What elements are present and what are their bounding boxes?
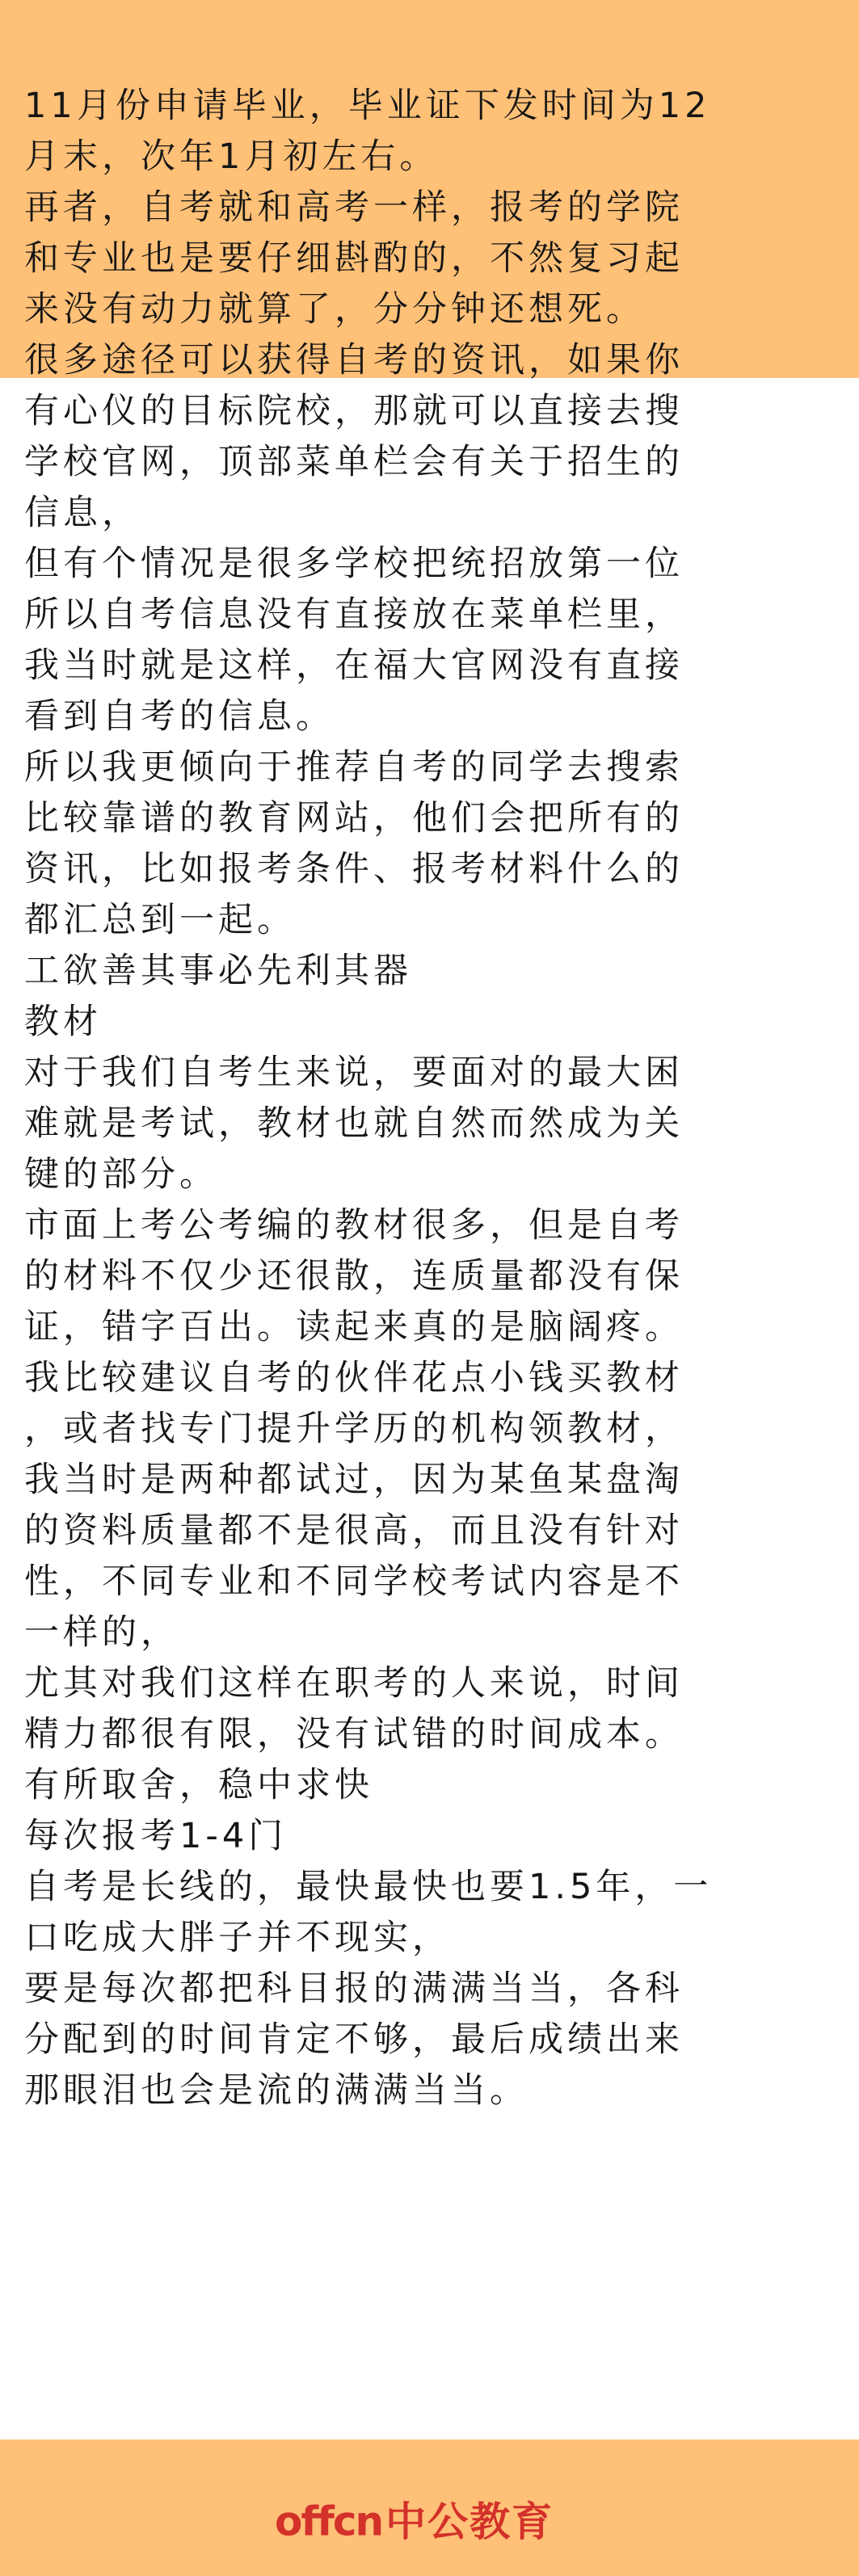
text-line: 再者，自考就和高考一样，报考的学院 [24,187,684,228]
text-line: 有心仪的目标院校，那就可以直接去搜 [24,391,684,431]
text-line: 看到自考的信息。 [24,696,335,737]
text-line: 信息， [24,493,141,533]
offcn-logo[interactable] [275,2496,554,2546]
text-line: 有所取舍，稳中求快 [24,1765,373,1805]
text-line: 市面上考公考编的教材很多，但是自考 [24,1205,684,1246]
text-line: 所以我更倾向于推荐自考的同学去搜索 [24,747,684,788]
text-line: 11月份申请毕业，毕业证下发时间为12 [24,86,711,126]
text-line: 所以自考信息没有直接放在菜单栏里， [24,595,684,635]
text-line: 口吃成大胖子并不现实， [24,1918,451,1958]
text-line: 我当时就是这样，在福大官网没有直接 [24,645,684,686]
text-line: 键的部分。 [24,1154,218,1195]
text-line: 和专业也是要仔细斟酌的，不然复习起 [24,238,684,279]
logo-latin-text: offcn [275,2498,383,2545]
text-line: 但有个情况是很多学校把统招放第一位 [24,544,684,584]
text-line: 分配到的时间肯定不够，最后成绩出来 [24,2019,684,2060]
text-line: 一样的， [24,1612,179,1653]
text-line: 证，错字百出。读起来真的是脑阔疼。 [24,1307,684,1347]
text-line: 性，不同专业和不同学校考试内容是不 [24,1561,684,1602]
text-line: 每次报考1-4门 [24,1816,288,1856]
text-line: 难就是考试，教材也就自然而然成为关 [24,1103,684,1144]
text-line: 对于我们自考生来说，要面对的最大困 [24,1053,684,1093]
text-line: 我当时是两种都试过，因为某鱼某盘淘 [24,1460,684,1500]
text-line: 要是每次都把科目报的满满当当，各科 [24,1969,684,2009]
text-line: 精力都很有限，没有试错的时间成本。 [24,1714,684,1754]
text-line: 很多途径可以获得自考的资讯，如果你 [24,340,684,380]
text-line: 工欲善其事必先利其器 [24,951,412,991]
text-line: 资讯，比如报考条件、报考材料什么的 [24,849,684,889]
text-line: 的材料不仅少还很散，连质量都没有保 [24,1256,684,1296]
text-line: 学校官网，顶部菜单栏会有关于招生的 [24,442,684,482]
text-line: 来没有动力就算了，分分钟还想死。 [24,289,645,330]
text-line: 我比较建议自考的伙伴花点小钱买教材 [24,1358,684,1398]
logo-chinese-text: 中公教育 [385,2498,554,2545]
text-line: 月末，次年1月初左右。 [24,137,439,177]
text-line: 都汇总到一起。 [24,900,296,940]
text-line: 的资料质量都不是很高，而且没有针对 [24,1511,684,1551]
text-line: 尤其对我们这样在职考的人来说，时间 [24,1663,684,1704]
text-line: 比较靠谱的教育网站，他们会把所有的 [24,798,684,838]
text-line: 自考是长线的，最快最快也要1.5年，一 [24,1867,713,1907]
text-line: 那眼泪也会是流的满满当当。 [24,2070,528,2111]
footer-band [0,2439,859,2576]
text-line: ，或者找专门提升学历的机构领教材， [24,1409,684,1449]
text-line: 教材 [24,1002,102,1042]
article-body [24,81,835,2116]
